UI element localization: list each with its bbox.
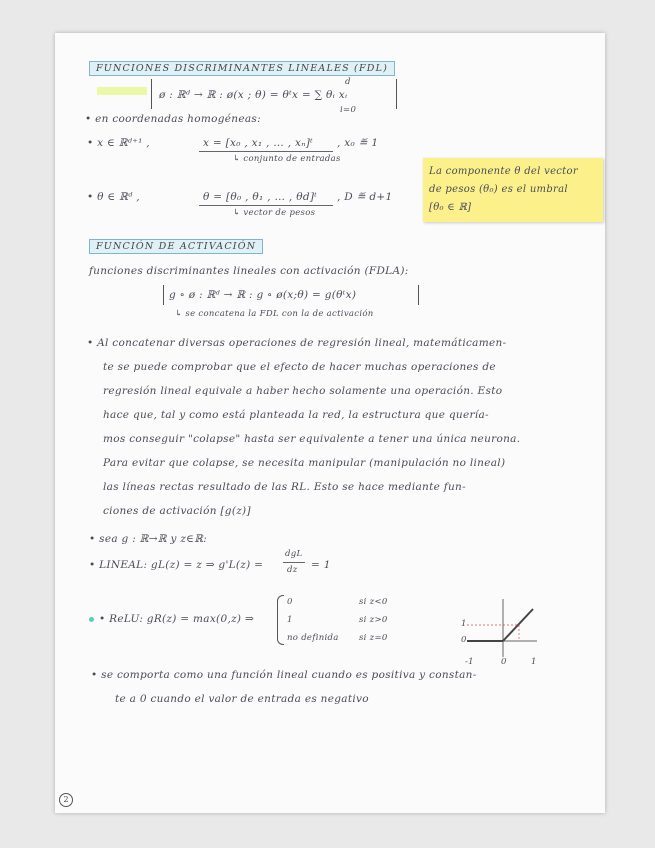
para-line-3: regresión lineal equivale a haber hecho solamente una operación. Esto [103,385,503,397]
graph-tick-y-1: 1 [461,619,467,629]
sum-lower-limit: i=0 [340,105,357,115]
graph-tick-y-0: 0 [461,635,467,645]
linear-frac-den: dz [287,565,298,575]
relu-case-1-cond: si z<0 [359,597,388,607]
theta-condition: , D ≝ d+1 [337,191,393,203]
cases-brace [277,595,284,645]
sea-line: • sea g : ℝ→ℝ y z∈ℝ: [89,533,208,545]
theta-underline [199,205,333,206]
x-underline [199,151,333,152]
relu-case-2-cond: si z>0 [359,615,388,625]
linear-def: • LINEAL: gL(z) = z ⇒ g'L(z) = [89,559,264,571]
fdla-intro: funciones discriminantes lineales con activación (FDLA): [89,265,409,277]
conclusion-line-2: te a 0 cuando el valor de entrada es negativo [115,693,369,705]
graph-tick-x-0: 0 [501,657,507,667]
heading-fdl: FUNCIONES DISCRIMINANTES LINEALES (FDL) [89,61,395,76]
x-vector: x = [x₀ , x₁ , … , xₙ]ᵗ [203,137,314,149]
fdla-note: ↳ se concatena la FDL con la de activación [175,309,374,319]
conclusion-line-1: • se comporta como una función lineal cuando es positiva y constan- [91,669,477,681]
para-line-4: hace que, tal y como está planteada la red, la estructura que quería- [103,409,489,421]
notebook-page [55,33,605,813]
fdla-formula: g ∘ ø : ℝᵈ → ℝ : g ∘ ø(x;θ) = g(θᵗx) [169,289,357,301]
para-line-7: las líneas rectas resultado de las RL. Esto se hace mediante fun- [103,481,466,493]
para-line-2: te se puede comprobar que el efecto de hacer muchas operaciones de [103,361,496,373]
frac-bar [283,562,305,563]
note-line-2: de pesos (θ₀) es el umbral [429,184,568,195]
highlight-mark [97,87,147,95]
relu-graph [455,595,545,665]
coords-line: • en coordenadas homogéneas: [85,113,261,125]
x-condition: , x₀ ≝ 1 [337,137,379,149]
x-note: ↳ conjunto de entradas [233,154,341,164]
relu-case-2-val: 1 [287,615,293,625]
para-line-6: Para evitar que colapse, se necesita manipular (manipulación no lineal) [103,457,506,469]
linear-result: = 1 [311,559,331,571]
x-domain: • x ∈ ℝᵈ⁺¹ , [87,137,150,149]
theta-note: ↳ vector de pesos [233,208,316,218]
para-line-5: mos conseguir "colapse" hasta ser equivalente a tener una única neurona. [103,433,521,445]
page-number: 2 [59,793,73,807]
para-line-8: ciones de activación [g(z)] [103,505,251,517]
note-line-3: [θ₀ ∈ ℝ] [429,202,472,213]
relu-case-3-cond: si z=0 [359,633,388,643]
graph-tick-x-neg1: -1 [465,657,474,667]
heading-activacion: FUNCIÓN DE ACTIVACIÓN [89,239,263,254]
relu-case-1-val: 0 [287,597,293,607]
note-line-1: La componente θ del vector [429,166,578,177]
sticky-note [423,158,603,222]
theta-vector: θ = [θ₀ , θ₁ , … , θd]ᵗ [203,191,318,203]
graph-tick-x-1: 1 [531,657,537,667]
relu-case-3-val: no definida [287,633,339,643]
fdl-formula: ø : ℝᵈ → ℝ : ø(x ; θ) = θᵗx = ∑ θᵢ xᵢ [159,89,348,101]
para-line-1: • Al concatenar diversas operaciones de regresión lineal, matemáticamen- [87,337,507,349]
sum-upper-limit: d [345,77,351,87]
relu-def: • ReLU: gR(z) = max(0,z) ⇒ [99,613,255,625]
theta-domain: • θ ∈ ℝᵈ , [87,191,140,203]
teal-bullet [89,617,94,622]
linear-frac-num: dgL [285,549,303,559]
